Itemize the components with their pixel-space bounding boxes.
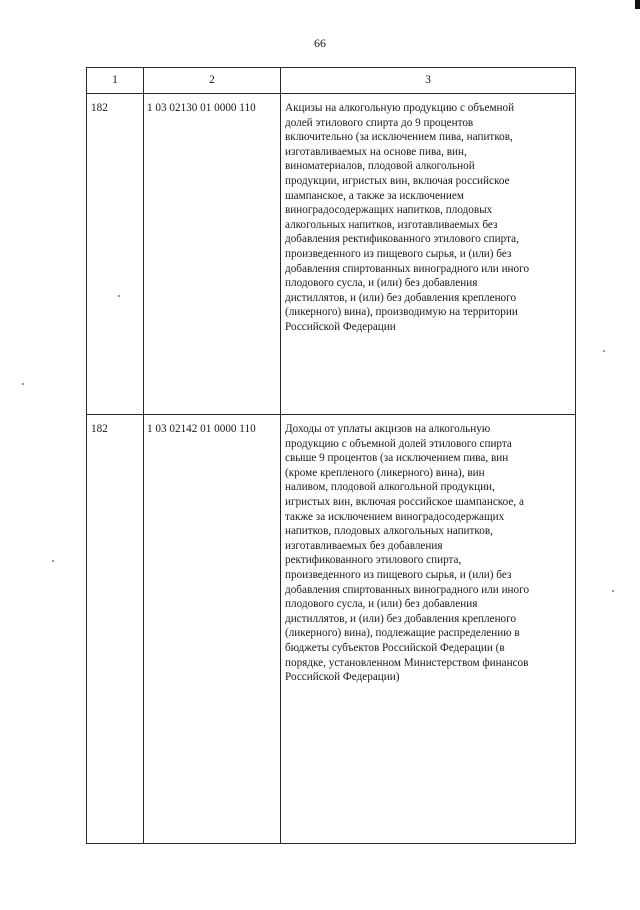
column-header-1: 1 [87, 68, 144, 94]
budget-classification-code-cell: 1 03 02142 01 0000 110 [144, 415, 281, 844]
scan-speck [52, 560, 54, 562]
description-line: также за исключением виноградосодержащих [285, 510, 505, 523]
description-line: включительно (за исключением пива, напитков, [285, 131, 513, 144]
description-line: Акцизы на алкогольную продукцию с объемной [285, 102, 515, 114]
description-line: добавления спиртованных виноградного или иного [285, 583, 530, 596]
description-line: (кроме крепленого (ликерного) вина), вин [285, 466, 485, 479]
description-line: Доходы от уплаты акцизов на алкогольную [285, 423, 491, 435]
description-line: бюджеты субъектов Российской Федерации (в [285, 641, 505, 654]
description-line: продукцию с объемной долей этилового спирта [285, 437, 512, 450]
budget-classification-code-cell: 1 03 02130 01 0000 110 [144, 94, 281, 415]
description-line: шампанское, а также за исключением [285, 189, 464, 202]
description-line: изготавливаемых на основе пива, вин, [285, 145, 467, 158]
administrator-code-cell: 182 [87, 94, 144, 415]
description-line: долей этилового спирта до 9 процентов [285, 116, 474, 129]
page-number: 66 [314, 36, 326, 50]
description-cell [281, 415, 576, 844]
description-line: Российской Федерации) [285, 671, 400, 684]
description-line: продукции, игристых вин, включая российское [285, 174, 510, 187]
description-line: плодового сусла, и (или) без добавления [285, 598, 478, 611]
description-line: Российской Федерации [285, 320, 396, 333]
scan-speck [612, 590, 614, 592]
description-cell [281, 94, 576, 415]
administrator-code-cell: 182 [87, 415, 144, 844]
description-line: порядке, установленном Министерством финансов [285, 656, 529, 669]
description-line: произведенного из пищевого сырья, и (или) без [285, 568, 512, 581]
description-line: произведенного из пищевого сырья, и (или) без [285, 247, 512, 260]
column-header-2: 2 [144, 68, 281, 94]
description-line: плодового сусла, и (или) без добавления [285, 277, 478, 290]
table-row [87, 415, 576, 844]
description-line: изготавливаемых без добавления [285, 539, 443, 552]
description-line: добавления ректификованного этилового спирта, [285, 233, 519, 246]
description-line: (ликерного) вина), производимую на территории [285, 306, 518, 319]
description-line: виноматериалов, плодовой алкогольной [285, 160, 475, 173]
description-line: свыше 9 процентов (за исключением пива, вин [285, 452, 509, 465]
description-line: игристых вин, включая российское шампанское, а [285, 495, 524, 508]
classification-table [86, 67, 576, 844]
description-line: дистиллятов, и (или) без добавления крепленого [285, 291, 517, 304]
description-line: виноградосодержащих напитков, плодовых [285, 204, 493, 217]
description-line: наливом, плодовой алкогольной продукции, [285, 481, 495, 494]
description-line: напитков, плодовых алкогольных напитков, [285, 525, 493, 538]
column-header-3: 3 [281, 68, 576, 94]
scan-corner-mark [635, 0, 640, 9]
description-line: алкогольных напитков, изготавливаемых без [285, 218, 498, 231]
description-line: добавления спиртованных виноградного или иного [285, 262, 530, 275]
description-line: дистиллятов, и (или) без добавления крепленого [285, 612, 517, 625]
scan-speck [22, 383, 24, 385]
table-header-row [87, 68, 576, 94]
table-row [87, 94, 576, 415]
description-line: ректификованного этилового спирта, [285, 554, 462, 567]
description-line: (ликерного) вина), подлежащие распределению в [285, 627, 520, 640]
scan-speck [603, 350, 605, 352]
